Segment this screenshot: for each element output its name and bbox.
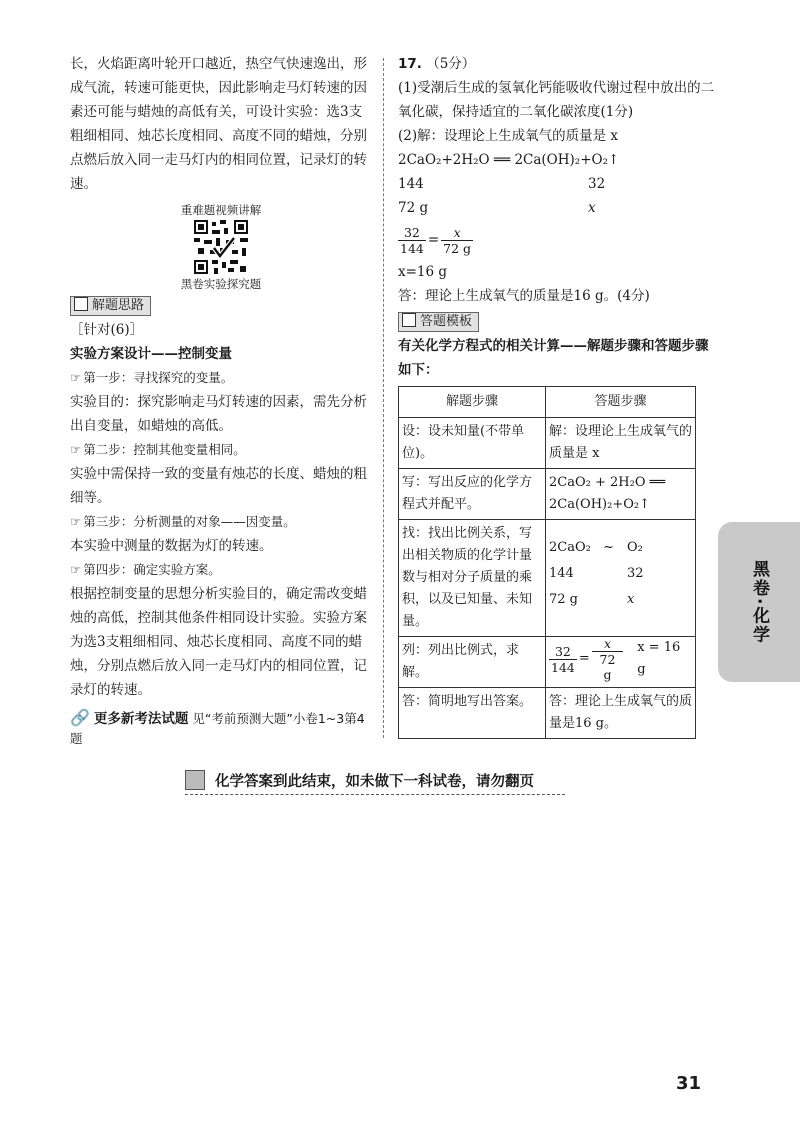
table-row: 列：列出比例式，求解。 $\frac{32}{144}$ = $\frac{x}{72 g}$ x = 16 g (399, 637, 696, 688)
right-column (398, 52, 718, 739)
qr-caption-bottom: 黑卷实验探究题 (180, 277, 262, 291)
step-3-text: 本实验中测量的数据为灯的转速。 (70, 538, 273, 554)
pointing-hand-icon: ☞ (70, 562, 82, 577)
approach-heading: 实验方案设计——控制变量 (70, 346, 232, 362)
table-header: 解题步骤 (399, 387, 546, 418)
left-column (70, 52, 372, 749)
qr-code-icon[interactable] (194, 220, 248, 274)
page-number: 31 (676, 1073, 702, 1094)
table-row: 设：设未知量(不带单位)。 解：设理论上生成氧气的质量是 x (399, 418, 696, 469)
chemical-equation: 2CaO₂+2H₂O ══ 2Ca(OH)₂+O₂↑ (398, 152, 620, 168)
column-divider (383, 58, 384, 738)
step-2-text: 实验中需保持一致的变量有烛芯的长度、蜡烛的粗细等。 (70, 466, 367, 506)
step-4-title: ☞ 第四步：确定实验方案。 (70, 562, 221, 577)
result-value: x=16 g (398, 264, 448, 280)
given-row: 72 g x (398, 200, 596, 216)
pointing-hand-icon: ☞ (70, 442, 82, 457)
answer-part-2: (2)解：设理论上生成氧气的质量是 x (398, 128, 619, 144)
answer-template-tag: 答题模板 (398, 312, 479, 332)
proportion-equation: $\frac{32}{144}$ = $\frac{x}{72 g}$ (400, 224, 472, 256)
pencil-icon (74, 297, 88, 311)
template-title: 有关化学方程式的相关计算——解题步骤和答题步骤如下： (398, 338, 709, 378)
steps-table (398, 386, 696, 739)
target-label: ［针对(6)］ (70, 322, 144, 338)
table-row: 答：简明地写出答案。 答：理论上生成氧气的质量是16 g。 (399, 688, 696, 739)
table-row: 写：写出反应的化学方程式并配平。 2CaO₂ + 2H₂O ══ 2Ca(OH)₂+O₂↑ (399, 469, 696, 520)
more-questions-note: 🔗 更多新考法试题 见“考前预测大题”小卷1~3第4题 (70, 708, 365, 746)
step-4-text: 根据控制变量的思想分析实验目的，确定需改变蜡烛的高低，控制其他条件相同设计实验。实验方案为选3支粗细相同、烛芯长度相同、高度不同的蜡烛，分别点燃后放入同一走马灯内的相同位置，记录灯的转速。 (70, 586, 367, 698)
intro-paragraph: 长，火焰距离叶轮开口越近，热空气快速逸出，形成气流，转速可能更快，因此影响走马灯转速的因素还可能与蜡烛的高低有关，可设计实验：选3支粗细相同、烛芯长度相同、高度不同的蜡烛，分别点燃后放入同一走马灯内的相同位置，记录灯的转速。 (70, 56, 367, 192)
step-1-title: ☞ 第一步：寻找探究的变量。 (70, 370, 234, 385)
final-answer: 答：理论上生成氧气的质量是16 g。(4分) (398, 288, 650, 304)
qr-caption-top: 重难题视频讲解 (180, 203, 262, 217)
paperclip-icon: 🔗 (70, 708, 90, 727)
question-17-header: 17. （5分） (398, 56, 476, 72)
step-2-title: ☞ 第二步：控制其他变量相同。 (70, 442, 246, 457)
book-icon (402, 313, 416, 327)
solution-approach-tag: 解题思路 (70, 296, 151, 316)
end-of-section-note: 化学答案到此结束，如未做下一科试卷，请勿翻页 (185, 770, 565, 795)
step-1-text: 实验目的：探究影响走马灯转速的因素，需先分析出自变量，如蜡烛的高低。 (70, 394, 367, 434)
pointing-hand-icon: ☞ (70, 514, 82, 529)
step-3-title: ☞ 第三步：分析测量的对象——因变量。 (70, 514, 296, 529)
pointing-hand-icon: ☞ (70, 370, 82, 385)
answer-part-1: (1)受潮后生成的氢氧化钙能吸收代谢过程中放出的二氧化碳，保持适宜的二氧化碳浓度(1分) (398, 80, 715, 120)
subject-side-tab: 黑卷·化学 (718, 522, 800, 682)
table-row: 找：找出比例关系，写出相关物质的化学计量数与相对分子质量的乘积，以及已知量、未知量。 2CaO₂ ~ O₂ 144 32 72 g x (399, 520, 696, 637)
note-marker-icon (185, 770, 205, 790)
mass-row: 144 32 (398, 176, 606, 192)
table-header: 答题步骤 (546, 387, 696, 418)
